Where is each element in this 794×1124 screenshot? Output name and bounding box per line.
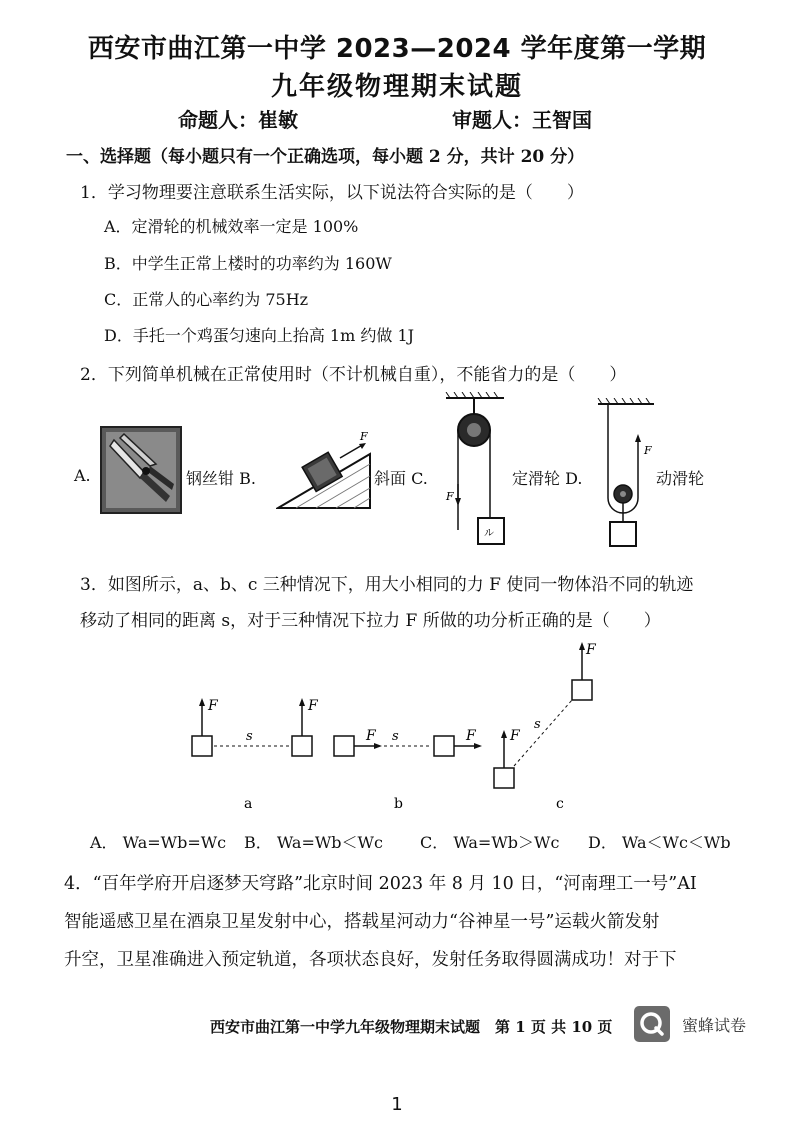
case-c-force-bottom: F bbox=[510, 728, 520, 744]
diagram-case-a bbox=[192, 698, 319, 812]
incline-force-label: F bbox=[360, 432, 368, 443]
question-4-line2: 智能遥感卫星在酒泉卫星发射中心，搭载星河动力“谷神星一号”运载火箭发射 bbox=[64, 912, 660, 932]
question-4-line3: 升空，卫星准确进入预定轨道，各项状态良好，发射任务取得圆满成功！对于下 bbox=[64, 950, 677, 970]
case-b-label: b bbox=[394, 796, 403, 812]
work-diagram bbox=[180, 636, 620, 816]
question-1-option-a: A．定滑轮的机械效率一定是 100% bbox=[104, 217, 359, 236]
fixed-pulley-image bbox=[440, 392, 510, 552]
question-1-option-b: B．中学生正常上楼时的功率约为 160W bbox=[104, 254, 392, 273]
question-2-option-d: 定滑轮 D. bbox=[512, 469, 583, 488]
brand-logo bbox=[634, 1006, 764, 1042]
exam-title: 西安市曲江第一中学 2023—2024 学年度第一学期 bbox=[87, 34, 707, 64]
section-heading: 一、选择题（每小题只有一个正确选项，每小题 2 分，共计 20 分） bbox=[66, 147, 585, 167]
q-search-logo-icon bbox=[634, 1006, 670, 1042]
diagram-case-b bbox=[334, 728, 482, 812]
question-3-stem-line1: 3．如图所示，a、b、c 三种情况下，用大小相同的力 F 使同一物体沿不同的轨迹 bbox=[80, 575, 694, 595]
case-b-distance: s bbox=[392, 729, 399, 744]
case-b-force-left: F bbox=[366, 728, 376, 744]
page-number: 1 bbox=[391, 1094, 403, 1115]
movable-pulley-force-label: F bbox=[644, 444, 652, 457]
setter-name: 命题人：崔敏 bbox=[178, 108, 298, 132]
question-3-option-c: C． Wa=Wb＞Wc bbox=[420, 833, 560, 852]
brand-logo-text: 蜜蜂试卷 bbox=[682, 1016, 747, 1035]
question-2-option-c: 斜面 C. bbox=[374, 469, 428, 488]
page-footer: 西安市曲江第一中学九年级物理期末试题 第 1 页 共 10 页 bbox=[210, 1018, 613, 1036]
case-c-distance: s bbox=[534, 717, 541, 732]
case-a-force-right: F bbox=[308, 698, 318, 714]
question-3-stem-line2: 移动了相同的距离 s，对于三种情况下拉力 F 所做的功分析正确的是（ ） bbox=[80, 611, 661, 631]
question-1-stem: 1．学习物理要注意联系生活实际，以下说法符合实际的是（ ） bbox=[80, 183, 584, 203]
case-c-force-top: F bbox=[586, 642, 596, 658]
case-c-label: c bbox=[556, 796, 564, 812]
question-3-option-b: B． Wa=Wb＜Wc bbox=[244, 833, 383, 852]
exam-subtitle: 九年级物理期末试题 bbox=[270, 72, 523, 102]
question-1-option-c: C．正常人的心率约为 75Hz bbox=[104, 290, 309, 309]
question-3-option-a: A． Wa=Wb=Wc bbox=[90, 833, 227, 852]
question-4-line1: 4．“百年学府开启逐梦天穹路”北京时间 2023 年 8 月 10 日，“河南理工一号”AI bbox=[64, 874, 697, 894]
incline-image bbox=[276, 432, 372, 512]
question-1-option-d: D．手托一个鸡蛋匀速向上抬高 1m 约做 1J bbox=[104, 326, 415, 345]
question-3-option-d: D． Wa＜Wc＜Wb bbox=[588, 833, 731, 852]
pliers-image bbox=[100, 426, 182, 514]
case-a-label: a bbox=[244, 796, 253, 812]
question-2-option-e: 动滑轮 bbox=[656, 469, 705, 488]
question-2-option-a: A. bbox=[74, 466, 91, 485]
case-a-distance: s bbox=[246, 729, 253, 744]
question-2-stem: 2．下列简单机械在正常使用时（不计机械自重），不能省力的是（ ） bbox=[80, 365, 627, 385]
movable-pulley-image bbox=[594, 398, 660, 550]
fixed-pulley-weight-mark: ル bbox=[484, 528, 494, 539]
question-2-option-b: 钢丝钳 B. bbox=[186, 469, 256, 488]
case-b-force-right: F bbox=[466, 728, 476, 744]
fixed-pulley-force-label: F bbox=[446, 490, 454, 503]
case-a-force-left: F bbox=[208, 698, 218, 714]
diagram-case-c bbox=[494, 642, 597, 812]
reviewer-name: 审题人：王智国 bbox=[452, 108, 592, 132]
